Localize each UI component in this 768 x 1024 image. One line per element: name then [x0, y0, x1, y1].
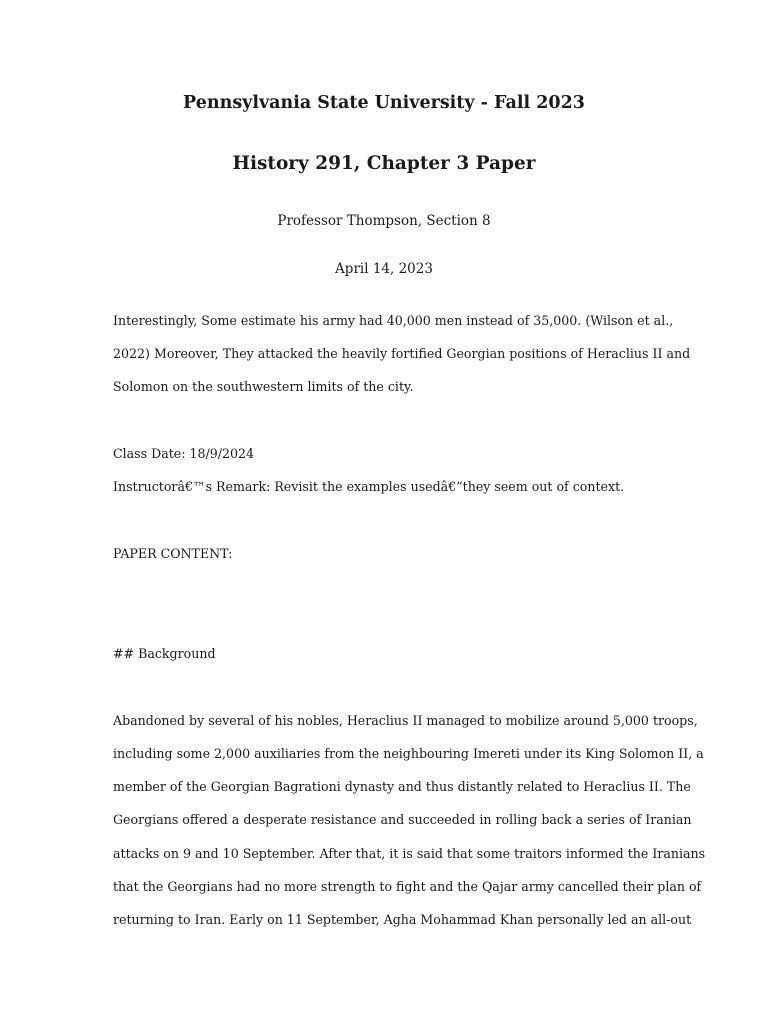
instructor-remark: Instructorâ€™s Remark: Revisit the examples usedâ€”they seem out of context.	[113, 479, 625, 494]
paragraph-line: returning to Iran. Early on 11 September, Agha Mohammad Khan personally led an all-out	[113, 912, 692, 927]
paragraph-line: that the Georgians had no more strength to fight and the Qajar army cancelled their plan of	[113, 879, 702, 894]
section-heading: ## Background	[113, 646, 216, 661]
intro-line: Interestingly, Some estimate his army had 40,000 men instead of 35,000. (Wilson et al.,	[113, 313, 674, 328]
intro-line: 2022) Moreover, They attacked the heavily fortified Georgian positions of Heraclius II and	[113, 346, 691, 361]
intro-line: Solomon on the southwestern limits of the city.	[113, 379, 414, 394]
paragraph-line: member of the Georgian Bagrationi dynasty and thus distantly related to Heraclius II. The	[113, 779, 691, 794]
class-date: Class Date: 18/9/2024	[113, 446, 255, 461]
document-subtitle: History 291, Chapter 3 Paper	[232, 153, 536, 174]
document-title: Pennsylvania State University - Fall 2023	[183, 93, 585, 113]
paragraph-line: including some 2,000 auxiliaries from the neighbouring Imereti under its King Solomon II, a	[113, 746, 704, 761]
professor-line: Professor Thompson, Section 8	[277, 213, 491, 229]
paper-content-label: PAPER CONTENT:	[113, 546, 233, 561]
paragraph-line: Georgians offered a desperate resistance and succeeded in rolling back a series of Iranian	[113, 812, 692, 827]
document-date: April 14, 2023	[335, 261, 433, 277]
paragraph-line: attacks on 9 and 10 September. After that, it is said that some traitors informed the Iranians	[113, 846, 706, 861]
paragraph-line: Abandoned by several of his nobles, Heraclius II managed to mobilize around 5,000 troops,	[113, 713, 698, 728]
